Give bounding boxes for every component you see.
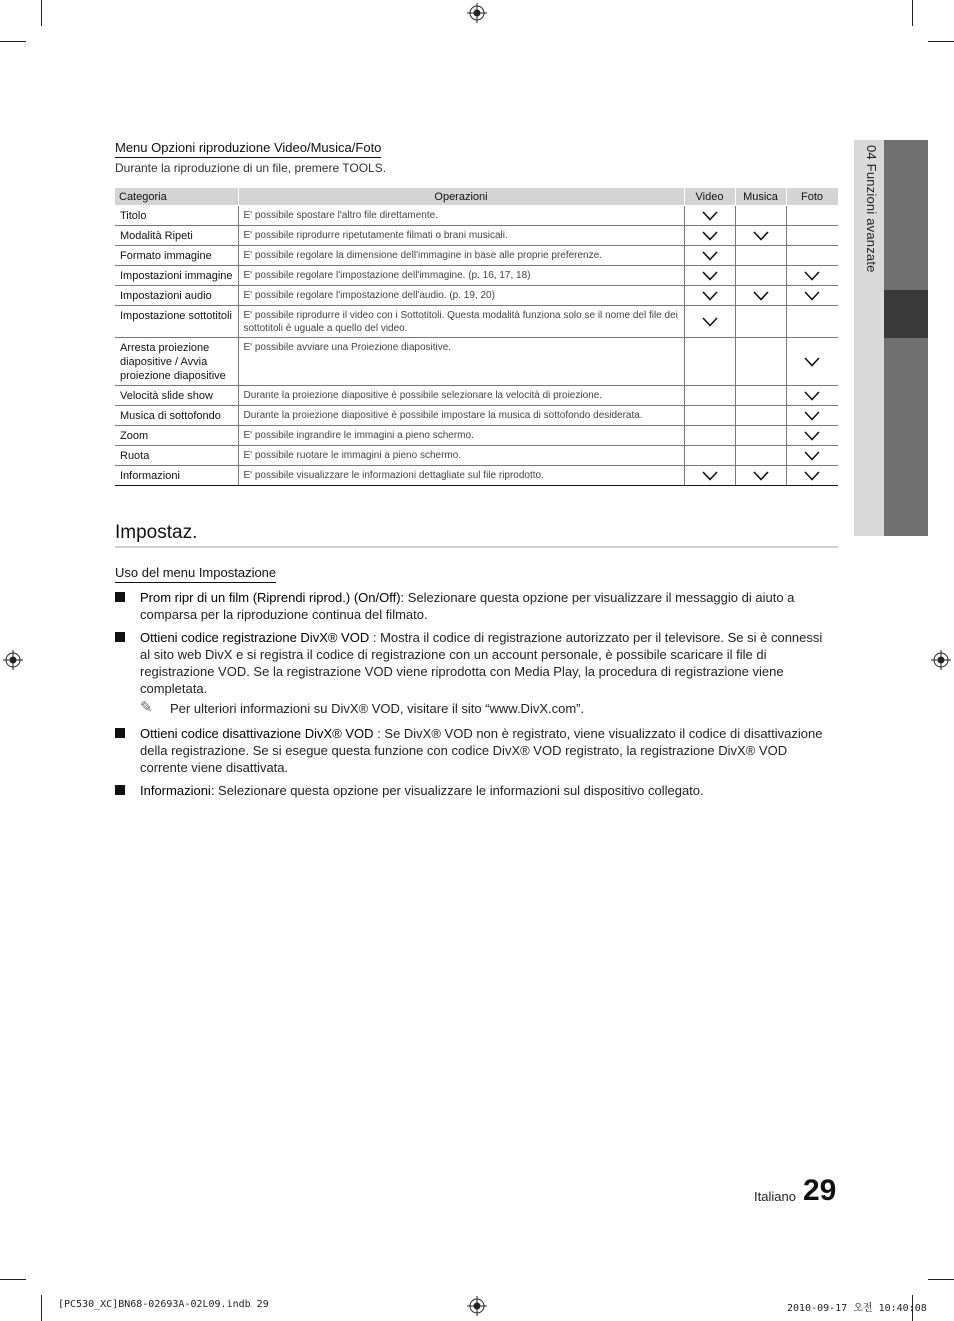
row-category: Formato immagine (115, 246, 238, 266)
checkmark-chevron-icon (702, 230, 718, 242)
row-operation: E' possibile regolare l'impostazione dell'audio. (p. 19, 20) (238, 286, 684, 306)
footer-file-info: [PC530_XC]BN68-02693A-02L09.indb 29 (58, 1299, 269, 1310)
row-video-cell (684, 226, 735, 246)
checkmark-chevron-icon (804, 290, 820, 302)
row-photo-cell (786, 306, 838, 338)
table-row (115, 338, 838, 386)
square-bullet-icon (115, 592, 125, 602)
settings-list (115, 589, 835, 805)
registration-mark-icon (931, 650, 951, 670)
row-category: Arresta proiezione diapositive / Avvia proiezione diapositive (115, 338, 238, 386)
checkmark-chevron-icon (702, 250, 718, 262)
settings-subheading: Uso del menu Impostazione (115, 565, 276, 583)
table-row (115, 306, 838, 338)
table-row (115, 406, 838, 426)
row-video-cell (684, 286, 735, 306)
row-photo-cell (786, 426, 838, 446)
checkmark-chevron-icon (702, 270, 718, 282)
tools-key: TOOLS (342, 161, 383, 175)
row-photo-cell (786, 286, 838, 306)
table-row (115, 286, 838, 306)
row-video-cell (684, 338, 735, 386)
checkmark-chevron-icon (753, 470, 769, 482)
chapter-tab-bar (884, 140, 928, 536)
options-menu-intro: Durante la riproduzione di un file, premere TOOLS. (115, 161, 387, 175)
pencil-note-icon: ✎ (140, 699, 153, 716)
row-music-cell (735, 246, 786, 266)
row-category: Musica di sottofondo (115, 406, 238, 426)
row-category: Zoom (115, 426, 238, 446)
table-row (115, 426, 838, 446)
crop-mark (928, 41, 954, 42)
row-video-cell (684, 306, 735, 338)
checkmark-chevron-icon (804, 450, 820, 462)
item-text: : Se DivX® VOD non è registrato, viene visualizzato il codice di disattivazione della registrazione. Se si esegue questa funzione con codice DivX® VOD registrato, la registrazione DivX® VOD corrente viene disattivata. (140, 726, 823, 775)
list-item (115, 725, 835, 776)
checkmark-chevron-icon (753, 290, 769, 302)
row-operation: E' possibile ingrandire le immagini a pieno schermo. (238, 426, 684, 446)
registration-mark-icon (467, 3, 487, 23)
item-text: : Selezionare questa opzione per visualizzare il messaggio di aiuto a comparsa per la riproduzione continua del filmato. (140, 590, 795, 622)
row-video-cell (684, 246, 735, 266)
row-operation: E' possibile regolare la dimensione dell'immagine in base alle proprie preferenze. (238, 246, 684, 266)
row-operation: E' possibile avviare una Proiezione diapositive. (238, 338, 684, 386)
checkmark-chevron-icon (702, 210, 718, 222)
row-music-cell (735, 446, 786, 466)
row-music-cell (735, 306, 786, 338)
checkmark-chevron-icon (753, 230, 769, 242)
row-category: Titolo (115, 206, 238, 226)
row-category: Ruota (115, 446, 238, 466)
row-operation: E' possibile regolare l'impostazione dell'immagine. (p. 16, 17, 18) (238, 266, 684, 286)
item-term: Prom ripr di un film (Riprendi riprod.) (On/Off) (140, 590, 401, 605)
row-photo-cell (786, 246, 838, 266)
row-photo-cell (786, 266, 838, 286)
row-operation: Durante la proiezione diapositive è possibile impostare la musica di sottofondo desiderata. (238, 406, 684, 426)
row-video-cell (684, 446, 735, 466)
row-category: Modalità Ripeti (115, 226, 238, 246)
row-video-cell (684, 426, 735, 446)
row-photo-cell (786, 386, 838, 406)
page-language: Italiano (754, 1189, 796, 1204)
row-music-cell (735, 386, 786, 406)
item-text: : Selezionare questa opzione per visualizzare le informazioni sul dispositivo collegato. (210, 783, 704, 798)
row-video-cell (684, 206, 735, 226)
row-photo-cell (786, 406, 838, 426)
square-bullet-icon (115, 728, 125, 738)
checkmark-chevron-icon (804, 356, 820, 368)
row-category: Impostazioni audio (115, 286, 238, 306)
checkmark-chevron-icon (804, 390, 820, 402)
table-row (115, 226, 838, 246)
row-category: Velocità slide show (115, 386, 238, 406)
row-music-cell (735, 466, 786, 486)
item-text: : Mostra il codice di registrazione autorizzato per il televisore. Se si è connessi al sito web DivX e si registra il codice di registrazione con un account personale, è possibile scaricare il file di registrazione VOD. Se la registrazione VOD viene riprodotta con Media Play, la procedura di registrazione viene completata. (140, 630, 823, 696)
registration-mark-icon (3, 650, 23, 670)
options-menu-heading: Menu Opzioni riproduzione Video/Musica/Foto (115, 140, 381, 158)
table-row (115, 246, 838, 266)
row-operation: E' possibile riprodurre il video con i Sottotitoli. Questa modalità funziona solo se il nome del file dei sottotitoli è uguale a quello del video. (238, 306, 684, 338)
row-photo-cell (786, 338, 838, 386)
checkmark-chevron-icon (702, 470, 718, 482)
table-row (115, 386, 838, 406)
checkmark-chevron-icon (804, 410, 820, 422)
table-header-row (115, 188, 838, 206)
row-photo-cell (786, 226, 838, 246)
row-music-cell (735, 286, 786, 306)
list-item (115, 629, 835, 717)
table-row (115, 466, 838, 486)
page-number: 29 (803, 1174, 837, 1207)
row-video-cell (684, 406, 735, 426)
list-item (115, 589, 835, 623)
row-music-cell (735, 226, 786, 246)
row-operation: E' possibile ruotare le immagini a pieno schermo. (238, 446, 684, 466)
checkmark-chevron-icon (804, 270, 820, 282)
row-video-cell (684, 266, 735, 286)
row-operation: E' possibile riprodurre ripetutamente filmati o brani musicali. (238, 226, 684, 246)
row-music-cell (735, 338, 786, 386)
item-term: Ottieni codice registrazione DivX® VOD (140, 630, 370, 645)
crop-mark (928, 1279, 954, 1280)
row-operation: Durante la proiezione diapositive è possibile selezionare la velocità di proiezione. (238, 386, 684, 406)
row-photo-cell (786, 466, 838, 486)
item-term: Informazioni (140, 783, 211, 798)
header-music: Musica (735, 188, 786, 206)
checkmark-chevron-icon (804, 470, 820, 482)
footer-date-info: 2010-09-17 오전 10:40:08 (787, 1303, 927, 1314)
checkmark-chevron-icon (702, 316, 718, 328)
chapter-tab-marker (884, 290, 928, 338)
row-category: Impostazione sottotitoli (115, 306, 238, 338)
square-bullet-icon (115, 785, 125, 795)
section-title: Impostaz. (115, 522, 198, 543)
square-bullet-icon (115, 632, 125, 642)
crop-mark (41, 1295, 42, 1321)
checkmark-chevron-icon (702, 290, 718, 302)
row-category: Impostazioni immagine (115, 266, 238, 286)
crop-mark (41, 0, 42, 26)
note-text: Per ulteriori informazioni su DivX® VOD, visitare il sito “www.DivX.com”. (170, 701, 585, 716)
row-music-cell (735, 266, 786, 286)
row-photo-cell (786, 446, 838, 466)
list-item (115, 782, 835, 799)
row-category: Informazioni (115, 466, 238, 486)
chapter-tab-label: 04 Funzioni avanzate (864, 145, 879, 273)
section-divider (115, 546, 838, 548)
row-video-cell (684, 386, 735, 406)
crop-mark (0, 41, 26, 42)
row-music-cell (735, 206, 786, 226)
checkmark-chevron-icon (804, 430, 820, 442)
item-term: Ottieni codice disattivazione DivX® VOD (140, 726, 374, 741)
note (140, 700, 835, 717)
row-photo-cell (786, 206, 838, 226)
registration-mark-icon (467, 1296, 487, 1316)
table-body (115, 206, 838, 486)
row-operation: E' possibile spostare l'altro file direttamente. (238, 206, 684, 226)
header-photo: Foto (786, 188, 838, 206)
header-video: Video (684, 188, 735, 206)
table-row (115, 446, 838, 466)
row-video-cell (684, 466, 735, 486)
header-operations: Operazioni (238, 188, 684, 206)
options-table (115, 187, 839, 486)
crop-mark (912, 0, 913, 26)
crop-mark (0, 1279, 26, 1280)
row-music-cell (735, 426, 786, 446)
row-music-cell (735, 406, 786, 426)
row-operation: E' possibile visualizzare le informazioni dettagliate sul file riprodotto. (238, 466, 684, 486)
header-category: Categoria (115, 188, 238, 206)
table-row (115, 206, 838, 226)
table-row (115, 266, 838, 286)
